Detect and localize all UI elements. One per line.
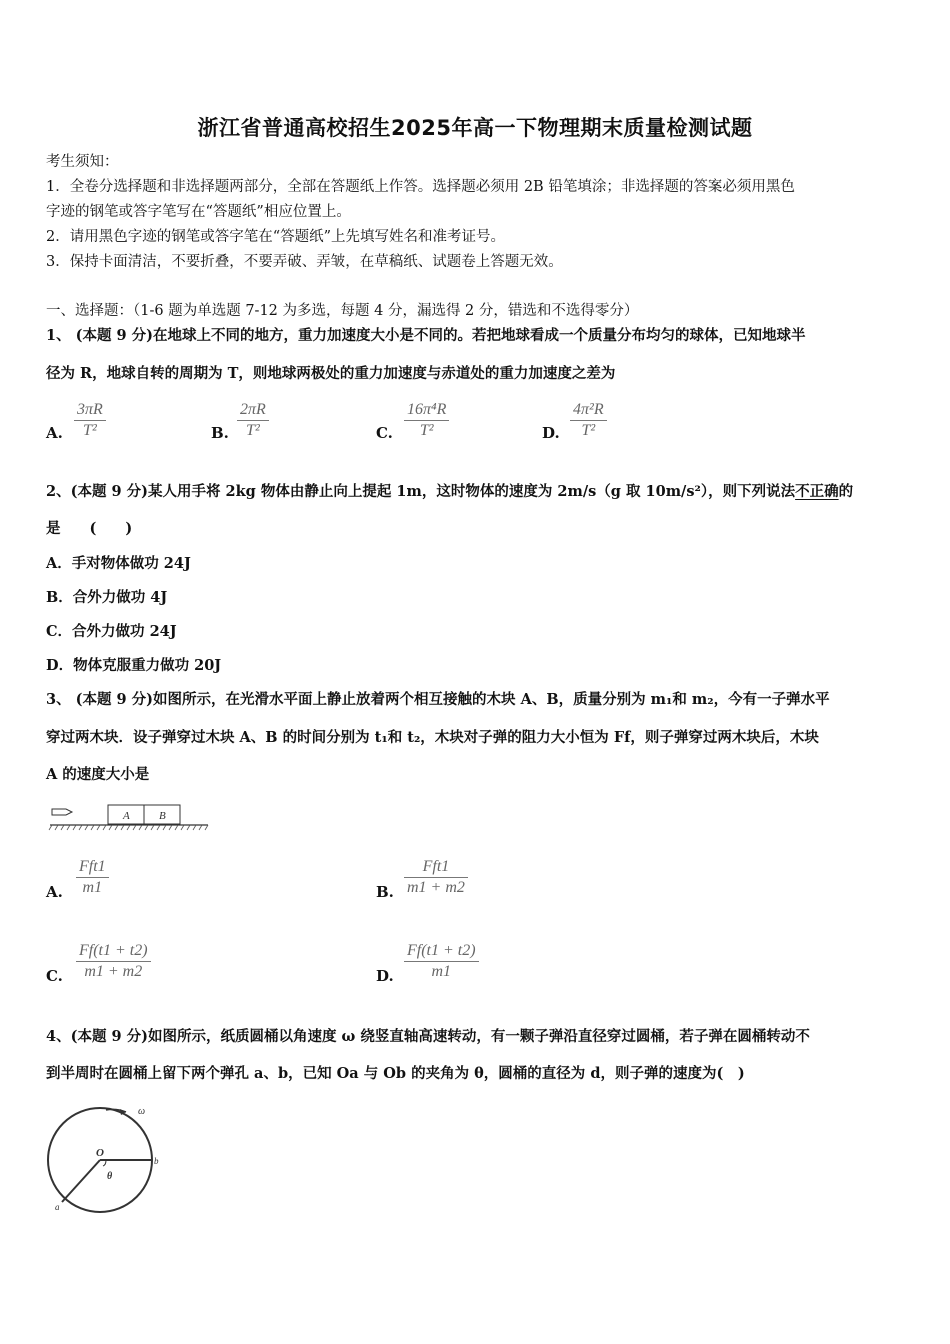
block-a-label: A [123, 810, 130, 822]
q3-figure [48, 800, 212, 836]
q1-option-a-fraction [74, 400, 106, 441]
notice-line-2: 2．请用黑色字迹的钢笔或答字笔在“答题纸”上先填写姓名和准考证号。 [46, 229, 506, 245]
q3-option-c-label: C. [46, 967, 63, 985]
q4-figure [44, 1098, 174, 1216]
page-title: 浙江省普通高校招生2025年高一下物理期末质量检测试题 [197, 116, 753, 140]
q4-line-1: 4、(本题 9 分)如图所示，纸质圆桶以角速度 ω 绕竖直轴高速转动，有一颗子弹沿直径穿过圆桶，若子弹在圆桶转动不 [46, 1028, 810, 1045]
point-b-label: b [154, 1156, 159, 1166]
bullet-icon [52, 809, 72, 815]
q1-option-b-fraction [237, 400, 269, 441]
q3-option-c-num: Ff(t1 + t2) [79, 942, 148, 959]
q2-line-2: 是 ( ) [46, 520, 133, 537]
notice-line-3: 3．保持卡面清洁，不要折叠，不要弄破、弄皱，在草稿纸、试题卷上答题无效。 [46, 254, 563, 270]
q1-option-d-fraction [570, 400, 607, 441]
q2-text-1a: 2、(本题 9 分)某人用手将 2kg 物体由静止向上提起 1m，这时物体的速度为 2m/s（g 取 10m/s²），则下列说法 [46, 483, 796, 500]
point-a-label: a [55, 1202, 60, 1212]
q3-option-d-fraction [404, 941, 479, 982]
q1-option-a-num: 3πR [77, 401, 103, 418]
q2-option-c: C．合外力做功 24J [46, 623, 177, 640]
q2-option-b: B．合外力做功 4J [46, 589, 168, 606]
radius-oa [62, 1160, 100, 1202]
q2-text-1b: 的 [838, 483, 854, 500]
q3-option-b-fraction [404, 857, 468, 898]
ground-hatching [49, 825, 208, 830]
center-o-label: O [96, 1147, 104, 1159]
q1-option-c-fraction [404, 400, 449, 441]
q1-option-c-num: 16π⁴R [407, 401, 447, 418]
notice-heading: 考生须知： [46, 154, 119, 170]
q1-option-c-label: C. [376, 424, 393, 442]
q3-option-a-den: m1 [82, 879, 103, 896]
q4-line-2: 到半周时在圆桶上留下两个弹孔 a、b，已知 Oa 与 Ob 的夹角为 θ，圆桶的直径为 d，则子弹的速度为( ) [46, 1065, 745, 1082]
q3-line-1: 3、 (本题 9 分)如图所示，在光滑水平面上静止放着两个相互接触的木块 A、B，质量分别为 m₁和 m₂，今有一子弹水平 [46, 691, 830, 708]
q3-line-3: A 的速度大小是 [46, 766, 150, 783]
q3-option-a-fraction [76, 857, 109, 898]
q3-option-a-num: Fft1 [79, 858, 106, 875]
q3-option-d-den: m1 [431, 963, 452, 980]
notice-line-1b: 字迹的钢笔或答字笔写在“答题纸”相应位置上。 [46, 204, 351, 220]
q3-option-d-label: D. [376, 967, 394, 985]
theta-label: θ [107, 1171, 113, 1182]
q1-option-b-den: T² [246, 422, 260, 439]
q1-option-a-label: A. [46, 424, 63, 442]
q2-line-1 [46, 482, 853, 502]
q3-option-c-fraction [76, 941, 151, 982]
omega-label: ω [138, 1106, 146, 1117]
q1-line-1 [46, 326, 806, 346]
q3-option-a-label: A. [46, 883, 63, 901]
q2-emphasis: 不正确 [795, 483, 839, 500]
q1-option-d-den: T² [581, 422, 596, 439]
block-b-label: B [159, 810, 166, 822]
q2-option-d: D．物体克服重力做功 20J [46, 657, 222, 674]
q1-line-2: 径为 R，地球自转的周期为 T，则地球两极处的重力加速度与赤道处的重力加速度之差为 [46, 365, 616, 382]
q1-option-b-num: 2πR [240, 401, 266, 418]
q2-option-a: A．手对物体做功 24J [46, 555, 191, 572]
notice-line-1a: 1．全卷分选择题和非选择题两部分，全部在答题纸上作答。选择题必须用 2B 铅笔填涂；非选择题的答案必须用黑色 [46, 179, 795, 195]
q1-option-c-den: T² [419, 422, 434, 439]
q1-option-d-label: D. [542, 424, 560, 442]
q1-text-1: 1、 (本题 9 分)在地球上不同的地方，重力加速度大小是不同的。若把地球看成一个质量分布均匀的球体，已知地球半 [46, 327, 806, 344]
q3-option-b-den: m1 + m2 [407, 879, 465, 896]
q1-option-b-label: B. [211, 424, 229, 442]
q3-option-b-num: Fft1 [422, 858, 450, 875]
q3-line-2: 穿过两木块．设子弹穿过木块 A、B 的时间分别为 t₁和 t₂，木块对子弹的阻力大小恒为 Ff，则子弹穿过两木块后，木块 [46, 729, 819, 746]
q1-option-d-num: 4π²R [573, 401, 604, 418]
q3-option-d-num: Ff(t1 + t2) [407, 942, 476, 959]
section-heading: 一、选择题：（1-6 题为单选题 7-12 为多选，每题 4 分，漏选得 2 分，错选和不选得零分） [46, 303, 639, 319]
q3-option-c-den: m1 + m2 [84, 963, 143, 980]
q3-option-b-label: B. [376, 883, 394, 901]
q1-option-a-den: T² [83, 422, 97, 439]
